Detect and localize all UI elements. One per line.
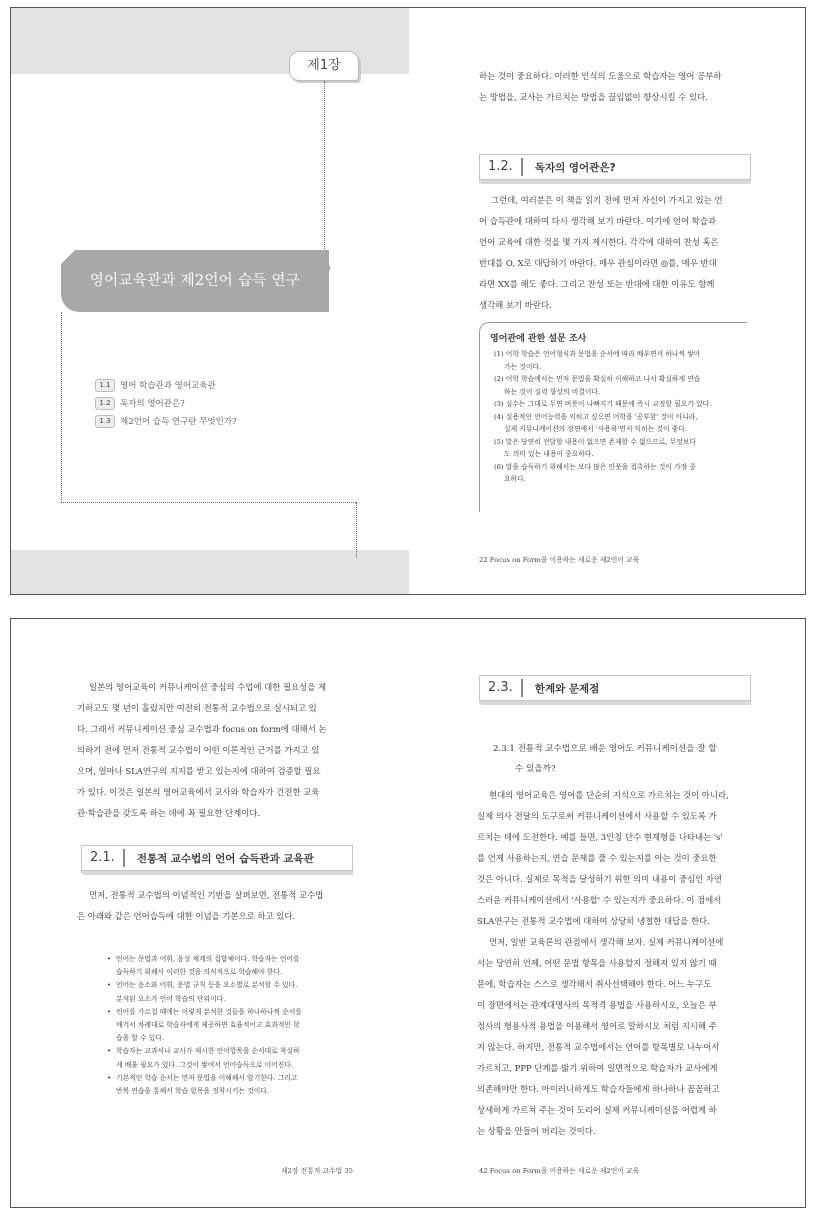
text-line: 를 언제 사용하는지, 연습 문제를 풀 수 있는지를 아는 것이 중요한 [477, 853, 717, 863]
spread-1 [10, 7, 806, 595]
section-number: 2.1. [82, 849, 125, 867]
text-line: 그런데, 여러분은 이 책을 읽기 전에 먼저 자신이 가지고 있는 언 [491, 195, 723, 205]
page-footer: 제2장 전통적 교수법 35 [281, 1167, 353, 1175]
bullet-text: 언어는 문법과 어휘, 음성 체계의 집합체이다. 학습자는 언어를 [116, 955, 300, 963]
text-line: 현대의 영어교육은 영어를 단순히 지식으로 가르치는 것이 아니라, [489, 790, 729, 800]
survey-item-continuation: 하는 것이 실력 향상의 비결이다. [504, 387, 601, 396]
toc-item-label: 독자의 영어관은? [120, 399, 185, 409]
text-line: 먼저, 전통적 교수법의 이념적인 기반을 살펴보면, 전통적 교수법 [89, 890, 324, 900]
subsection-line: 수 있을까? [515, 764, 556, 774]
bullet-text: 언어를 가르칠 때에는 이렇게 분석한 것들을 하나하나씩 순서를 [116, 1007, 302, 1016]
bullet-continuation: 습득하기 위해서 이러한 것을 의식적으로 학습해야 한다. [116, 968, 283, 977]
survey-item: (5) 말은 당연히 전달할 내용이 없으면 존재할 수 없으므로, 무엇보다 [494, 437, 696, 446]
page-footer: 42 Focus on Form을 이용하는 새로운 제2언어 교육 [479, 1167, 640, 1175]
text-line: 다. 그래서 커뮤니케이션 중심 교수법과 focus on form에 대해서 논 [77, 724, 327, 734]
toc-item[interactable] [95, 376, 237, 394]
dotted-connector [324, 81, 325, 265]
text-line: 는 상황을 만들어 버리는 것이다. [477, 1126, 596, 1136]
dotted-frame-left [61, 312, 62, 502]
survey-item: (6) 말을 습득하기 위해서는 보다 많은 인풋을 접촉하는 것이 가장 중 [494, 462, 696, 471]
text-line: 가르치고, PPP 단계를 밟기 위하여 일면적으로 학습자가 교사에게 [477, 1063, 718, 1073]
text-line: 관·학습관을 갖도록 하는 데에 꼭 필요한 단계이다. [77, 808, 261, 818]
text-line: 어 습득관에 대하여 다시 생각해 보기 바란다. 여기에 언어 학습과 [479, 216, 716, 226]
text-line: 의존해야만 한다. 아이러니하게도 학습자들에게 하나하나 꼼꼼하고 [477, 1084, 720, 1094]
subsection-heading [493, 739, 717, 779]
toc-item[interactable] [95, 394, 237, 412]
page-42 [409, 619, 806, 1207]
survey-item-continuation: 가는 것이다. [504, 362, 542, 371]
text-line: 의하기 전에 먼저 전통적 교수법이 어떤 이론적인 근거를 가지고 있 [77, 745, 320, 755]
bullet-item: • 학습자는 교과서나 교사가 제시한 언어항목을 순서대로 착실하 [107, 1047, 300, 1056]
survey-title: 영어관에 관한 설문 조사 [490, 334, 587, 344]
survey-item-continuation: 도 의미 있는 내용이 중요하다. [504, 450, 594, 458]
body-paragraph [477, 785, 753, 1142]
body-paragraph [77, 885, 353, 927]
page-22 [409, 8, 806, 594]
toc-number-badge: 1.3 [95, 415, 115, 428]
text-line: 문에, 학습자는 스스로 생각해서 취사선택해야 한다. 어느 누구도 [477, 979, 712, 989]
page-35 [11, 619, 409, 1207]
text-line: 르치는 데에 도전한다. 예를 들면, 3인칭 단수 현재형을 나타내는 's' [477, 832, 723, 842]
toc-item-label: 영어 학습관과 영어교육관 [120, 381, 216, 391]
text-line: 정사의 형용사적 용법을 이용해서 영어로 말하시오 처럼 지시해 주 [477, 1021, 717, 1031]
toc-number-badge: 1.1 [95, 379, 115, 392]
text-line: 가 있다. 이것은 일본의 영어교육에서 교사와 학습자가 건전한 교육 [77, 787, 320, 797]
bullet-continuation: 반복 연습을 통해서 학습 항목을 정착시키는 것이다. [116, 1087, 270, 1096]
text-line: 생각해 보기 바란다. [479, 300, 552, 310]
text-line: 언어 교육에 대한 것을 몇 가지 제시한다. 각각에 대하여 찬성 혹은 [479, 237, 719, 247]
text-line: 것은 아니다. 실제로 목적을 달성하기 위한 의미 내용이 중심인 자연 [477, 874, 723, 884]
body-paragraph [77, 677, 353, 824]
toc-item-label: 제2언어 습득 연구란 무엇인가? [120, 417, 237, 427]
bullet-text: 기본적인 학습 순서는 먼저 문법을 이해해서 암기한다. 그리고 [116, 1073, 298, 1082]
chapter-label-tab: 제1장 [289, 51, 359, 81]
text-line: 일본의 영어교육이 커뮤니케이션 중심의 수업에 대한 필요성을 제 [89, 682, 327, 692]
text-line: 서는 당연히 언제, 어떤 문법 항목을 사용할지 정해져 있지 않기 때 [477, 958, 717, 968]
section-number: 1.2. [480, 158, 523, 176]
chapter-toc [95, 376, 237, 430]
toc-item[interactable] [95, 412, 237, 430]
survey-box [479, 322, 747, 512]
spread-2 [10, 618, 806, 1208]
chapter-opener-page [11, 8, 409, 594]
section-header-1-2 [479, 154, 751, 180]
text-line: 반대를 O, X로 대답하기 바란다. 매우 관심이라면 ◎를, 매우 반대 [479, 258, 717, 268]
banner-corner-cut [61, 250, 75, 264]
section-header-2-1 [81, 845, 353, 871]
bullet-continuation: 분석된 요소가 언어 학습의 단위이다. [116, 994, 226, 1003]
survey-item: (2) 어학 학습에서는 먼저 문법을 확실히 이해하고 나서 확실하게 연습 [494, 375, 701, 383]
page-footer: 22 Focus on Form을 이용하는 새로운 제2언어 교육 [479, 556, 640, 564]
bottom-gray-band [11, 550, 409, 594]
intro-paragraph [479, 66, 751, 108]
toc-number-badge: 1.2 [95, 397, 115, 410]
text-line: 실제 의사 전달의 도구로써 커뮤니케이션에서 사용할 수 있도록 가 [477, 811, 717, 821]
chapter-title-banner: 영어교육관과 제2언어 습득 연구 [61, 250, 329, 312]
dotted-frame-right [356, 502, 357, 558]
text-line: 스러운 커뮤니케이션에서 '사용할' 수 있는지가 중요하다. 이 점에서 [477, 895, 722, 905]
text-line: 먼저, 일반 교육론의 관점에서 생각해 보자. 실제 커뮤니케이션에 [489, 937, 724, 947]
survey-item: (1) 어학 학습은 언어형식과 문법을 순서에 따라 배우면서 하나씩 쌓아 [494, 350, 701, 358]
bullet-continuation: 게 배울 필요가 있다. 그것이 쌓여서 언어습득으로 이어진다. [116, 1060, 294, 1069]
section-title: 독자의 영어관은? [534, 161, 616, 174]
subsection-line: 2.3.1 전통적 교수법으로 배운 영어도 커뮤니케이션을 잘 할 [493, 744, 717, 754]
bullet-item: • 언어는 문법과 어휘, 음성 체계의 집합체이다. 학습자는 언어를 [107, 955, 300, 963]
section-title: 한계와 문제점 [534, 682, 600, 695]
bullet-continuation: 매겨서 차례대로 학습자에게 제공하면 효율적이고 효과적인 학 [116, 1021, 300, 1030]
bullet-item: • 언어를 가르칠 때에는 이렇게 분석한 것들을 하나하나씩 순서를 [107, 1007, 302, 1016]
bullet-continuation: 습을 할 수 있다. [116, 1034, 165, 1043]
text-line: 이 장면에서는 관계대명사의 목적격 용법을 사용하시오, 오늘은 부 [477, 1000, 717, 1010]
section-header-2-3 [479, 675, 751, 701]
dotted-frame-bottom [61, 502, 356, 503]
survey-item-continuation: 요하다. [504, 475, 526, 483]
bullet-text: 학습자는 교과서나 교사가 제시한 언어항목을 순서대로 착실하 [116, 1047, 300, 1056]
bullet-text: 언어는 음소와 어휘, 문법 규칙 등을 요소별로 분석할 수 있다. [116, 981, 298, 990]
bullet-list [107, 953, 343, 1098]
survey-item-continuation: 실제 커뮤니케이션의 장면에서 '사용하'면서 익히는 것이 좋다. [504, 425, 688, 433]
text-line: SLA연구는 전통적 교수법에 대하여 상당히 냉철한 대답을 한다. [477, 916, 710, 926]
section-number: 2.3. [480, 679, 523, 697]
text-line: 기하고도 몇 년이 흘렀지만 여전히 전통적 교수법으로 실시되고 있 [77, 703, 317, 713]
survey-item: (3) 실수는 그대로 두면 버릇이 나빠지기 때문에 즉시 교정할 필요가 있다. [494, 400, 712, 408]
bullet-item: • 언어는 음소와 어휘, 문법 규칙 등을 요소별로 분석할 수 있다. [107, 981, 298, 990]
text-line: 상세하게 가르쳐 주는 것이 도리어 실제 커뮤니케이션을 어렵게 하 [477, 1105, 717, 1115]
text-line: 라면 XX를 해도 좋다. 그리고 찬성 또는 반대에 대한 이유도 함께 [479, 279, 715, 289]
text-line: 는 방법을, 교사는 가르치는 방법을 끊임없이 향상시킬 수 있다. [479, 92, 708, 102]
bullet-item: • 기본적인 학습 순서는 먼저 문법을 이해해서 암기한다. 그리고 [107, 1073, 298, 1082]
text-line: 으며, 얼마나 SLA연구의 지지를 받고 있는지에 대하여 검증할 필요 [77, 766, 321, 776]
text-line: 은 아래와 같은 언어습득에 대한 이념을 기본으로 하고 있다. [77, 911, 296, 921]
survey-item: (4) 실용적인 언어능력을 익히고 싶으면 어학을 '공부함' 것이 아니라, [494, 412, 698, 421]
body-paragraph [479, 190, 751, 316]
section-title: 전통적 교수법의 언어 습득관과 교육관 [136, 852, 314, 865]
text-line: 하는 것이 중요하다. 이러한 인식의 도움으로 학습자는 영어 공부하 [479, 71, 722, 81]
text-line: 지 않는다. 하지만, 전통적 교수법에서는 언어를 항목별로 나누어서 [477, 1042, 720, 1052]
